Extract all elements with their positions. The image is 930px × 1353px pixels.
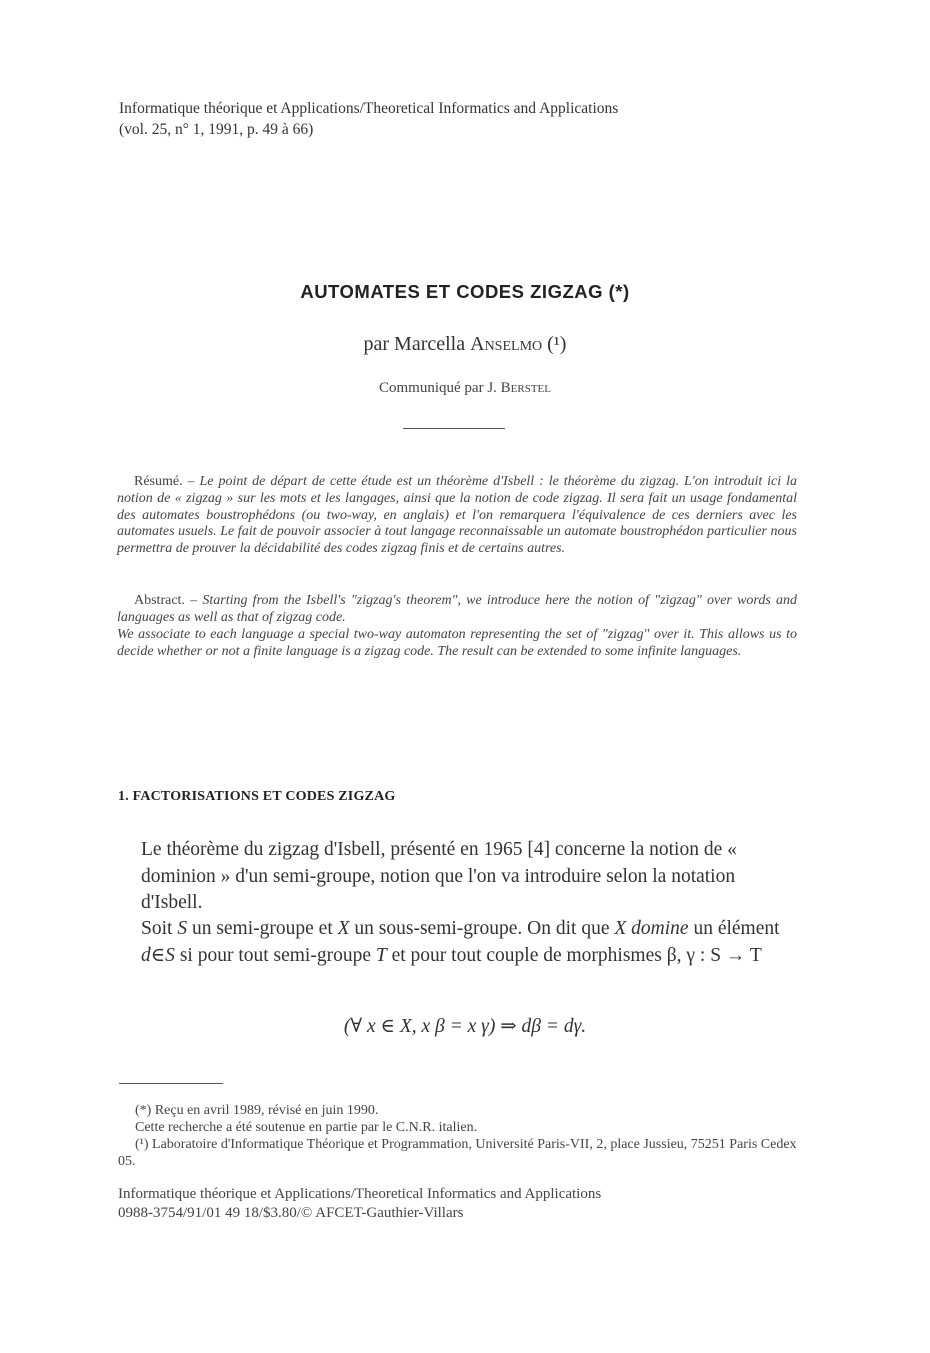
abstract-text-2: We associate to each language a special two-way automaton representing the set of "zigzag" over it. This allows us to decide whether or not a finite language is a zigzag code. The result can be extended to some infinite languages.: [117, 627, 797, 659]
journal-name: Informatique théorique et Applications/Theoretical Informatics and Applications: [119, 100, 619, 117]
communicated-by: [0, 380, 930, 397]
morphisms: β, γ : S → T: [666, 944, 762, 966]
author-note: (¹): [542, 333, 567, 355]
author-line: [0, 333, 930, 356]
footnote-3: (¹) Laboratoire d'Informatique Théorique et Programmation, Université Paris-VII, 2, place Jussieu, 75251 Paris Cedex 05.: [118, 1137, 797, 1169]
running-header: [119, 98, 618, 140]
abstract-text-1: Starting from the Isbell's "zigzag's theorem", we introduce here the notion of "zigzag" over words and languages as well as that of zigzag code.: [117, 593, 797, 625]
footer-code: 0988-3754/91/01 49 18/$3.80/© AFCET-Gauthier-Villars: [118, 1204, 464, 1221]
page-footer: [118, 1185, 601, 1222]
resume-block: [117, 474, 797, 558]
footer-journal: Informatique théorique et Applications/Theoretical Informatics and Applications: [118, 1186, 602, 1202]
abstract-block-2: [117, 627, 797, 661]
dominion-formula: (∀ x ∈ X, x β = x γ) ⇒ dβ = dγ.: [343, 1016, 587, 1037]
communicator-name: Berstel: [500, 380, 551, 396]
author-prefix: par Marcella: [363, 333, 471, 355]
section-heading: 1. FACTORISATIONS ET CODES ZIGZAG: [118, 789, 396, 804]
paragraph-1: Le théorème du zigzag d'Isbell, présenté en 1965 [4] concerne la notion de « dominion » d'un semi-groupe, notion que l'on va introduire selon la notation d'Isbell.: [141, 839, 737, 913]
resume-label: Résumé. –: [134, 474, 200, 489]
footnote-divider: [119, 1083, 223, 1084]
title-divider: [403, 428, 505, 429]
author-surname: Anselmo: [470, 333, 543, 355]
volume-info: (vol. 25, n° 1, 1991, p. 49 à 66): [119, 121, 314, 138]
resume-text: Le point de départ de cette étude est un théorème d'Isbell : le théorème du zigzag. L'on introduit ici la notion de « zigzag » sur les mots et les langages, ainsi que la notion de code zigzag. Il sera fait un usage fondamental des automates boustrophédons (ou two-way, en anglais) et l'on remarquera l'équivalence de ces derniers avec les automates usuels. Le fait de pouvoir associer à tout langage reconnaissable un automate boustrophédon particulier nous permettra de prouver la décidabilité des codes zigzag finis et de certains autres.: [117, 474, 797, 557]
communicated-prefix: Communiqué par J.: [379, 380, 501, 396]
abstract-label: Abstract. –: [134, 593, 203, 608]
paper-title: AUTOMATES ET CODES ZIGZAG (*): [300, 281, 630, 302]
paragraph-2: Soit S un semi-groupe et X un sous-semi-groupe. On dit que X domine un élément d∈S si pour tout semi-groupe T et pour tout couple de morphismes β, γ : S → T: [141, 918, 780, 966]
footnote-2: Cette recherche a été soutenue en partie par le C.N.R. italien.: [135, 1120, 478, 1135]
footnote-1: (*) Reçu en avril 1989, révisé en juin 1990.: [135, 1103, 379, 1118]
abstract-block: [117, 593, 797, 627]
